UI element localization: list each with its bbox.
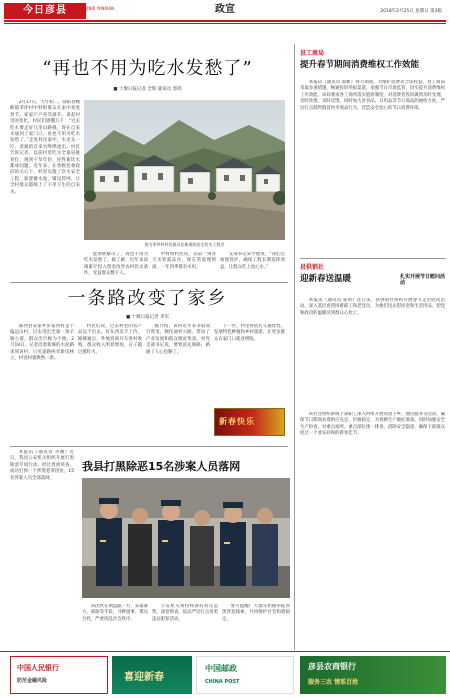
department-label: 县工商局 [300, 50, 325, 57]
ad-post[interactable] [196, 656, 294, 694]
article-text: 本报讯（通讯员 张明）连日来，县供销社组织开展春节走访慰问活动，深入基层看望困难职工和老党员，为他们送去慰问金和生活用品，把党和政府的温暖送到群众心坎上。 [300, 298, 445, 316]
article-text: 村民们说，过去村里的农产品运不出去，好东西卖不上价。路修通后，外地客商开车进村收购，群众收入明显增加，日子越过越红火。 [78, 324, 142, 355]
article-text: 据介绍，该村近年来争取项目资金，硬化通村公路，带动了产业发展和群众脱贫致富。村党支部书记说，要致富先修路，路通了人心也顺了。 [146, 324, 210, 355]
ad-bank[interactable] [10, 656, 108, 694]
masthead [0, 0, 450, 42]
newspaper-logo-subtitle: JINRI YANXIAN [86, 6, 115, 11]
photo-caption: 图为茅坪村村民群众在新建的安全饮水工程旁 [144, 242, 225, 247]
photo-illustration [84, 100, 285, 240]
ad-rural-bank-title: 彦县农商银行 [308, 662, 356, 671]
photo-police-arrest [82, 478, 290, 598]
ad-bank-subtitle: 防范金融风险 [17, 678, 48, 684]
headline-right2: 迎新春送温暖 [300, 274, 352, 284]
ad-new-year[interactable] [112, 656, 192, 694]
masthead-rule [4, 20, 446, 22]
article-text: 2月17日，大年初二，郧阳县鲍峡镇茅坪村中村组群众在家中欢度春节，家家户户喜笑颜开。谈起村里的变化，村民们感慨万千：“过去吃水要走好几里山路挑，现在自来水通到了家门口，再也不用为吃水发愁了。”走进村民家中，水龙头一拧，清澈的自来水哗哗流出。村民告诉记者，以前村里吃水全靠肩挑背扛，遇到干旱年份，连牲畜饮水都成问题。近年来，在各级党委政府的关心下，村里实施了饮水安全工程，新建蓄水池，铺设管网，让全村群众都喝上了干净卫生的自来水。 [10, 100, 80, 195]
banner-ad-text: 新春快乐 [219, 416, 255, 426]
article-text: 公安机关将持续保持高压态势，深挖彻查，依法严厉打击各类违法犯罪活动。 [152, 604, 218, 622]
photo-village-houses [84, 100, 285, 240]
article-text: 本报讯（通讯员 邵彬）春节期间，为维护消费者合法权益，县工商局采取多项措施，畅通投诉举报渠道，加强节日市场监管，切实提升消费维权工作效能。该局要求各工商所落实值班制度，对消费者投诉做到及时受理、及时处理、及时反馈。同时加大对食品、日用品等节日商品的抽检力度，严厉打击制售假冒伪劣商品行为，营造安全放心的节日消费环境。 [300, 80, 445, 111]
ad-bank-title: 中国人民银行 [17, 664, 59, 672]
department-label: 县供销社 [300, 264, 325, 271]
headline-story1: “再也不用为吃水发愁了” [42, 58, 253, 79]
article-text: 支部书记宋学德说，“我们会加强管护，确保工程长期发挥效益，让群众吃上放心水。” [220, 252, 285, 270]
column-divider [294, 44, 295, 650]
newspaper-logo: 今日彦县 [4, 3, 86, 19]
byline-story1: ■ 十堰日报记者 全辉 通讯员 郭鸿 [113, 87, 182, 92]
story-divider [10, 446, 288, 447]
headline-right1: 提升春节期间消费维权工作效能 [300, 60, 420, 70]
ad-new-year-title: 喜迎新春 [124, 672, 164, 683]
footer-ads [0, 652, 450, 698]
section-title: 政宣 [215, 4, 235, 15]
photo-illustration [82, 478, 290, 598]
article-text: 郧西县安家乡彭家湾村是个偏远山村，过去进出全靠一条羊肠小道，群众出行极为不便。2月19日，记者沿着新修的水泥路来到该村，只见道路两旁新房林立，村容村貌焕然一新。 [10, 324, 74, 362]
issue-info: 2018年2月25日 星期日 第3版 [380, 9, 442, 14]
article-text: 本报讯（通讯员 李刚）近日，我县公安机关组织开展打黑除恶专项行动，经过周密侦查，成功打掉一个涉黑犯罪团伙，15名涉案人员全部落网。 [10, 450, 74, 481]
article-text: 该团伙长期盘踞一方，采取暴力、威胁等手段，寻衅滋事，欺压百姓，严重扰乱社会秩序。 [82, 604, 148, 622]
masthead-rule-thin [4, 23, 446, 24]
article-text: 该社还组织系统干部职工深入村组开展农资下乡、便民服务等活动，确保节日期间农资供应充足、价格稳定，为春耕生产做好准备。同时加强安全生产检查，对重点场所、重点部位逐一排查，消除安全隐患，确保干部群众度过一个欢乐祥和的新春佳节。 [300, 412, 445, 437]
article-text: 下一步，村里将依托交通优势，发展特色种植和乡村旅游，让更多群众在家门口就业增收。 [214, 324, 285, 342]
headline-story3: 我县打黑除恶15名涉案人员落网 [82, 460, 241, 473]
headline-story2: 一条路改变了家乡 [67, 288, 228, 309]
story-divider [300, 258, 446, 259]
article-text: 能彻底解决了，再也不用为吃水发愁了。据了解，近年来该镇累计投入资金改善农村饮水条件，受益群众数千人。 [84, 252, 148, 277]
ad-rural-bank[interactable] [300, 656, 446, 694]
byline-story2: ■ 十堰日报记者 李军 [125, 315, 170, 320]
ad-post-title: 中国邮政 [205, 664, 237, 673]
article-text: 中村组村民说，以前一到冬天水管就冻住，现在管道埋得深，一年四季都有水用。 [152, 252, 216, 270]
article-text: 警方提醒广大群众积极举报涉黑涉恶线索，共同维护社会和谐稳定。 [222, 604, 290, 622]
headline-right2-sub: 扎实开展节日慰问活动 [400, 274, 446, 286]
ad-post-subtitle: CHINA POST [205, 679, 240, 685]
new-year-banner-ad [214, 408, 285, 436]
ad-rural-bank-subtitle: 服务三农 情系百姓 [308, 679, 359, 686]
